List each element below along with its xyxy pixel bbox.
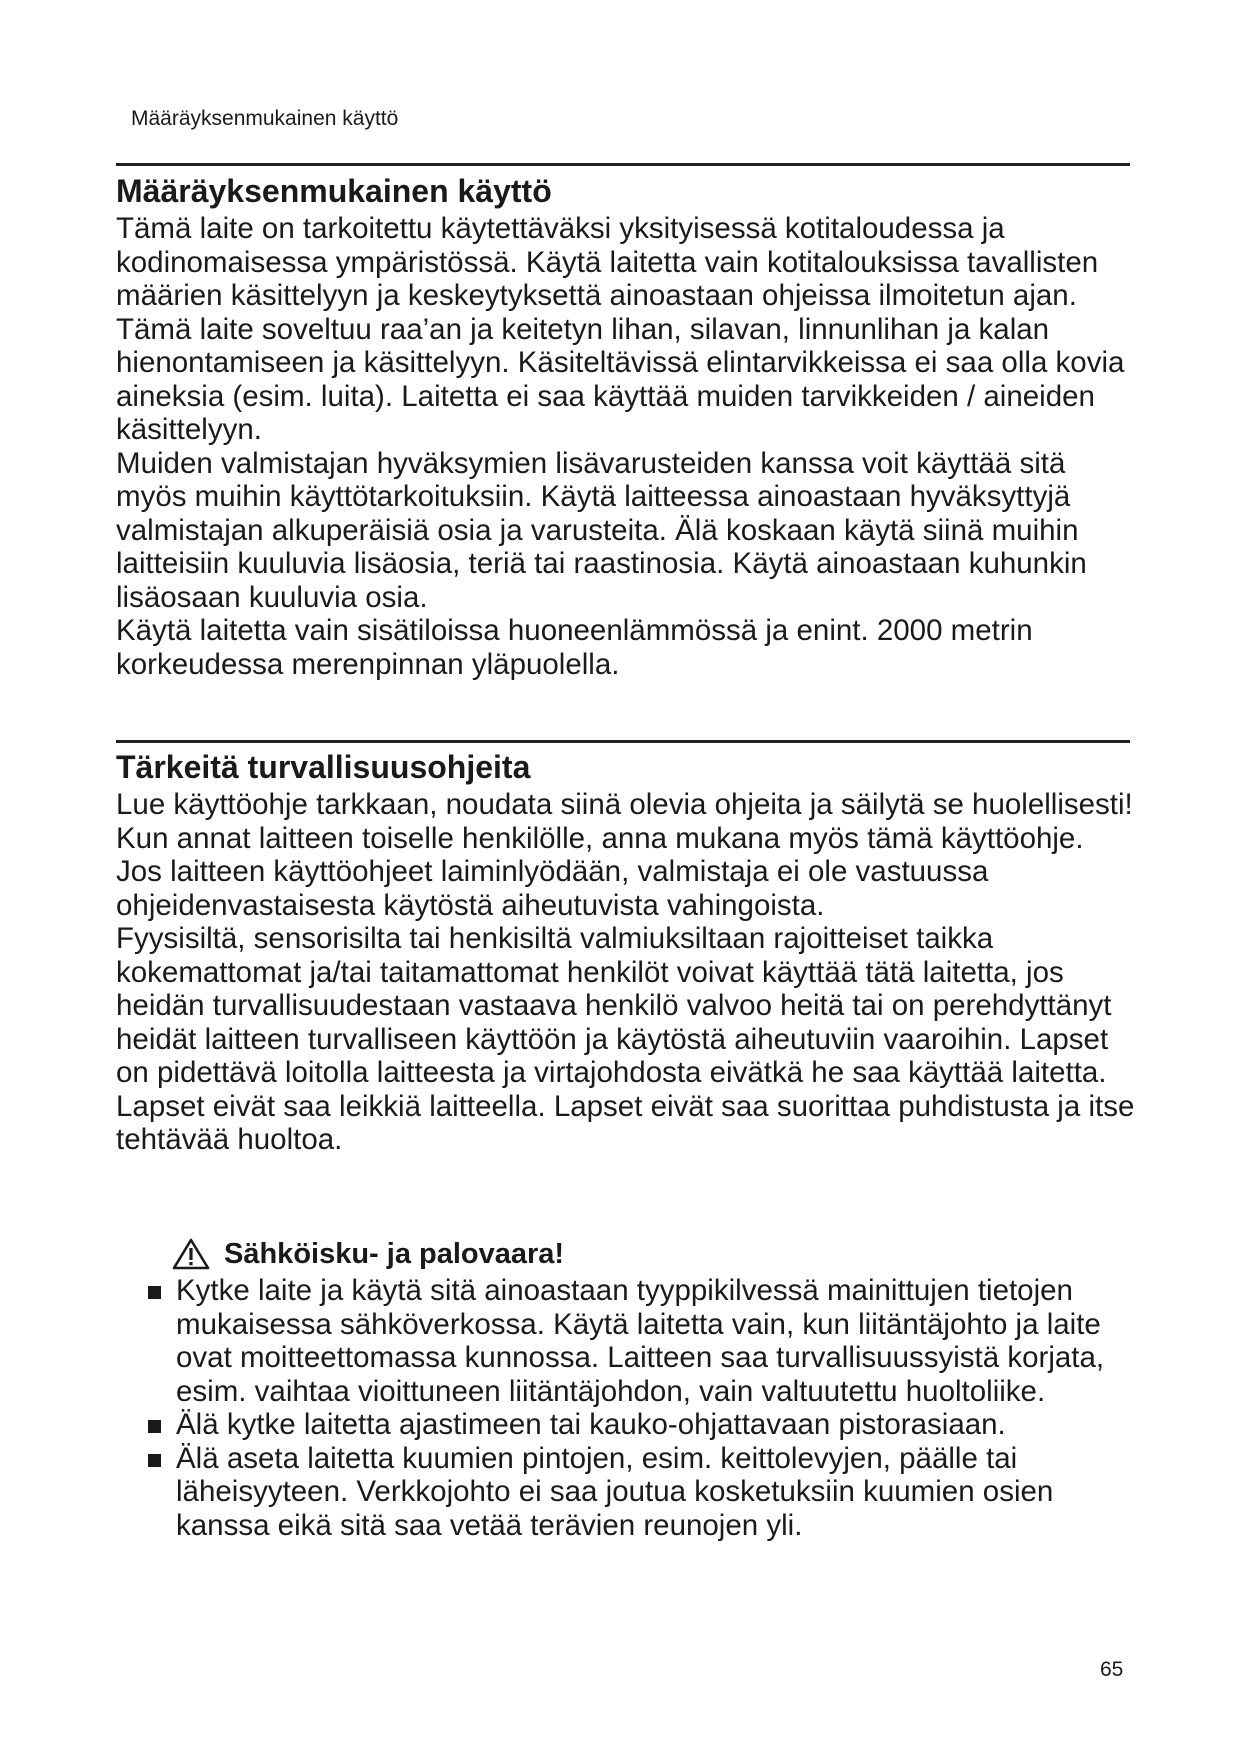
warning-heading xyxy=(172,1236,564,1272)
section-divider xyxy=(116,740,1130,743)
safety-bullet-list xyxy=(148,1274,1138,1542)
bullet-square-icon xyxy=(148,1454,161,1467)
list-item-text: Älä kytke laitetta ajastimeen tai kauko-ohjattavaan pistorasiaan. xyxy=(176,1408,1006,1441)
paragraph: Käytä laitetta vain sisätiloissa huoneenlämmössä ja enint. 2000 metrin korkeudessa merenpinnan yläpuolella. xyxy=(116,614,1033,681)
paragraph: Muiden valmistajan hyväksymien lisävarusteiden kanssa voit käyttää sitä myös muihin käyttötarkoituksiin. Käytä laitteessa ainoastaan hyväksyttyjä valmistajan alkuperäisiä osia ja varusteita. Älä koskaan käytä siinä muihin laitteisiin kuuluvia lisäosia, teriä tai raastinosia. Käytä ainoastaan kuhunkin lisäosaan kuuluvia osia. xyxy=(116,446,1087,614)
bullet-square-icon xyxy=(148,1286,161,1299)
list-item xyxy=(148,1442,1138,1543)
warning-triangle-icon xyxy=(172,1238,210,1270)
list-item-text: Kytke laite ja käytä sitä ainoastaan tyyppikilvessä mainittujen tietojen mukaisessa sähköverkossa. Käytä laitetta vain, kun liitäntäjohto ja laite ovat moitteettomassa kunnossa. Laitteen saa turvallisuussyistä korjata, esim. vaihtaa vioittuneen liitäntäjohdon, vain valtuutettu huoltoliike. xyxy=(176,1274,1105,1408)
section-divider xyxy=(116,163,1130,166)
list-item xyxy=(148,1408,1138,1442)
paragraph: Lue käyttöohje tarkkaan, noudata siinä olevia ohjeita ja säilytä se huolellisesti! Kun annat laitteen toiselle henkilölle, anna mukana myös tämä käyttöohje. Jos laitteen käyttöohjeet laiminlyödään, valmistaja ei ole vastuussa ohjeidenvastaisesta käytöstä aiheutuvista vahingoista. xyxy=(116,788,1133,922)
list-item xyxy=(148,1274,1138,1408)
paragraph: Fyysisiltä, sensorisilta tai henkisiltä valmiuksiltaan rajoitteiset taikka kokemattomat ja/tai taitamattomat henkilöt voivat käyttää tätä laitetta, jos heidän turvallisuudestaan vastaava henkilö valvoo heitä tai on perehdyttänyt heidät laitteen turvalliseen käyttöön ja käytöstä aiheutuviin vaaroihin. Lapset on pidettävä loitolla laitteesta ja virtajohdosta eivätkä he saa käyttää laitetta. Lapset eivät saa leikkiä laitteella. Lapset eivät saa suorittaa puhdistusta ja itse tehtävää huoltoa. xyxy=(116,922,1135,1156)
section-heading: Määräyksenmukainen käyttö xyxy=(116,173,552,209)
section-heading: Tärkeitä turvallisuusohjeita xyxy=(116,749,531,785)
bullet-square-icon xyxy=(148,1420,161,1433)
paragraph: Tämä laite soveltuu raa’an ja keitetyn lihan, silavan, linnunlihan ja kalan hienontamiseen ja käsittelyyn. Käsiteltävissä elintarvikkeissa ei saa olla kovia aineksia (esim. luita). Laitetta ei saa käyttää muiden tarvikkeiden / aineiden käsittelyyn. xyxy=(116,312,1125,446)
running-header: Määräyksenmukainen käyttö xyxy=(131,107,399,130)
section-intended-use xyxy=(116,170,1136,681)
warning-title: Sähköisku- ja palovaara! xyxy=(224,1238,565,1270)
list-item-text: Älä aseta laitetta kuumien pintojen, esim. keittolevyjen, päälle tai läheisyyteen. Verkkojohto ei saa joutua kosketuksiin kuumien osien kanssa eikä sitä saa vetää terävien reunojen yli. xyxy=(176,1441,1054,1542)
paragraph: Tämä laite on tarkoitettu käytettäväksi yksityisessä kotitaloudessa ja kodinomaisessa ympäristössä. Käytä laitetta vain kotitalouksissa tavallisten määrien käsittelyyn ja keskeytyksettä ainoastaan ohjeissa ilmoitetun ajan. xyxy=(116,212,1099,312)
page-number: 65 xyxy=(1100,1658,1124,1681)
section-safety-instructions xyxy=(116,746,1136,1157)
